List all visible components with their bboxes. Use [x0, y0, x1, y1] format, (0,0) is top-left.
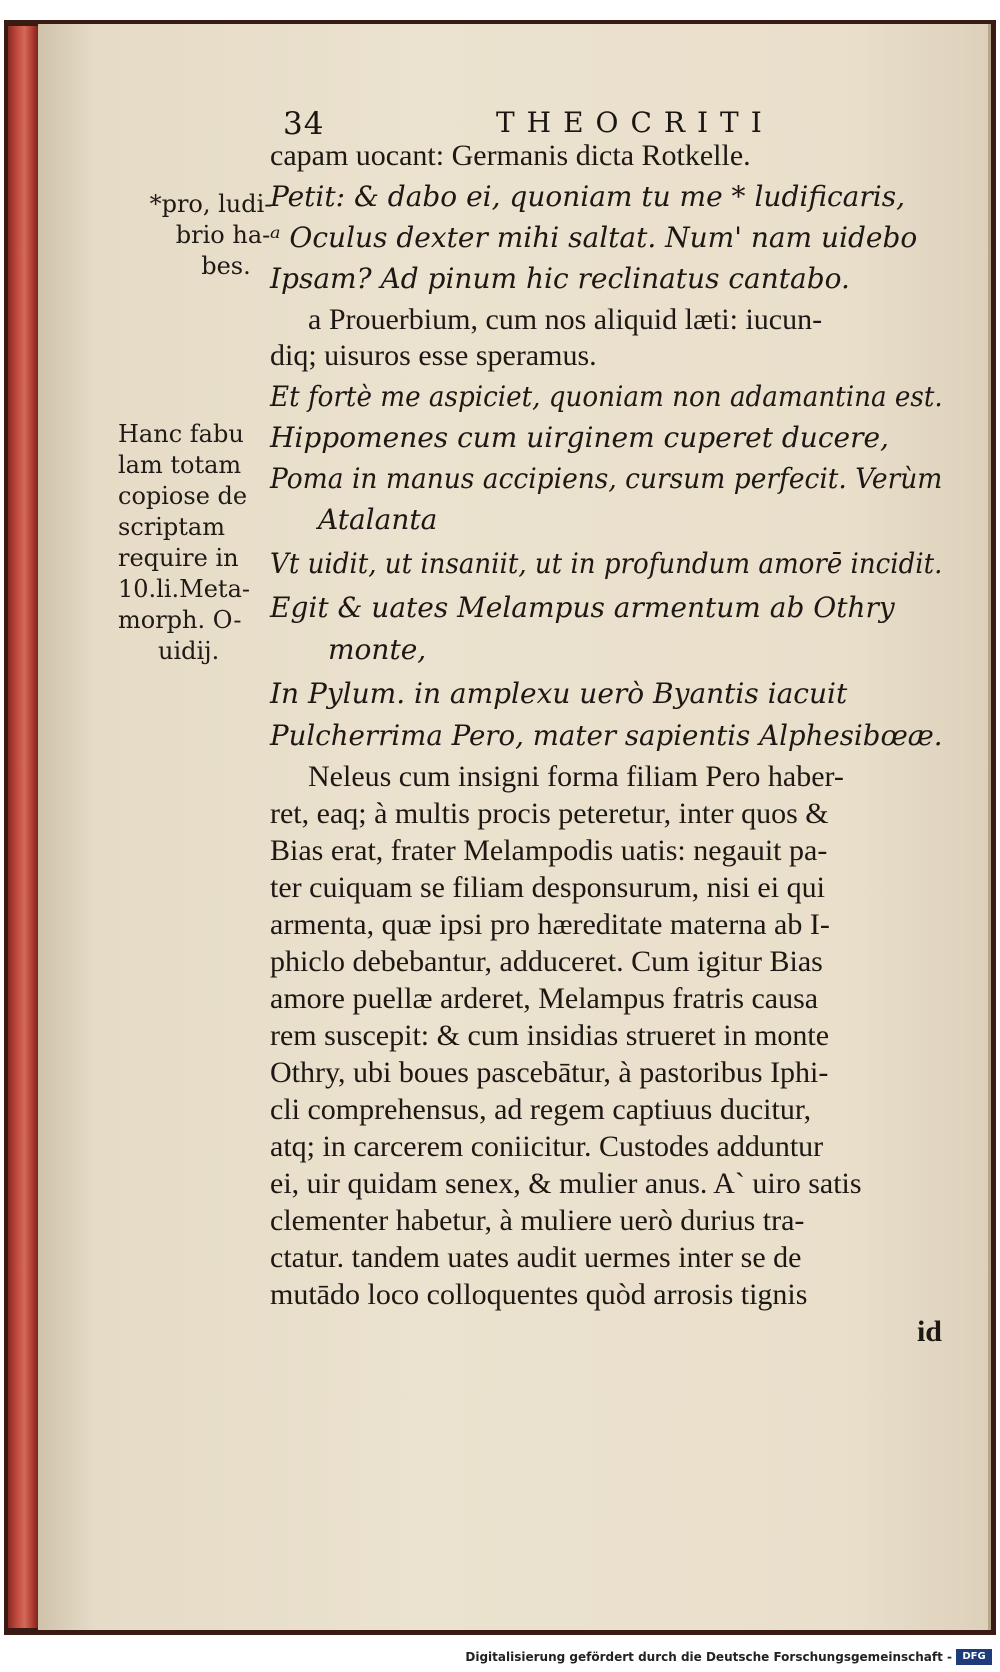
text-line: Bias erat, frater Melampodis uatis: negauit pa- [270, 834, 828, 867]
text-line: Neleus cum insigni forma filiam Pero haber- [308, 760, 844, 793]
margin-note-line: 10.li.Meta- [118, 575, 250, 603]
text-line: ᵃ Oculus dexter mihi saltat. Num' nam uidebo [270, 221, 918, 254]
text-line: Hippomenes cum uirginem cuperet ducere, [270, 421, 889, 454]
text-line: Poma in manus accipiens, cursum perfecit. Verùm [270, 462, 943, 495]
catchword: id [916, 1315, 942, 1348]
footer-credit: Digitalisierung gefördert durch die Deutsche Forschungsgemeinschaft - [465, 1650, 952, 1664]
text-line: ei, uir quidam senex, & mulier anus. A` uiro satis [270, 1167, 862, 1200]
book-page [38, 24, 991, 1630]
margin-note-line: uidij. [158, 637, 220, 665]
text-line: Pulcherrima Pero, mater sapientis Alphesibœæ. [270, 719, 943, 752]
margin-note-line: brio ha- [175, 221, 271, 249]
text-line: a Prouerbium, cum nos aliquid læti: iucun- [308, 303, 823, 336]
margin-note-line: scriptam [118, 513, 225, 541]
text-line: Egit & uates Melampus armentum ab Othry [270, 591, 895, 624]
text-line: Ipsam? Ad pinum hic reclinatus cantabo. [270, 262, 850, 295]
text-line: Et fortè me aspiciet, quoniam non adamantina est. [270, 380, 943, 413]
margin-note-fabula [118, 419, 308, 667]
text-line: atq; in carcerem coniicitur. Custodes adduntur [270, 1130, 824, 1163]
margin-note-line: lam totam [118, 451, 242, 479]
text-line: phiclo debebantur, adduceret. Cum igitur Bias [270, 945, 823, 978]
text-line: mutādo loco colloquentes quòd arrosis tignis [270, 1278, 808, 1311]
margin-note-line: copiose de [118, 482, 248, 510]
text-line: cli comprehensus, ad regem captiuus ducitur, [270, 1093, 812, 1126]
text-line: Vt uidit, ut insaniit, ut in profundum amorē incidit. [270, 547, 943, 580]
margin-note-line: bes. [201, 252, 251, 280]
text-line: capam uocant: Germanis dicta Rotkelle. [270, 139, 751, 172]
margin-note-line: require in [118, 544, 239, 572]
text-line: amore puellæ arderet, Melampus fratris causa [270, 982, 819, 1015]
text-line: rem suscepit: & cum insidias strueret in monte [270, 1019, 830, 1052]
text-line: ctatur. tandem uates audit uermes inter se de [270, 1241, 802, 1274]
text-line: diq; uisuros esse speramus. [270, 339, 597, 372]
page-number: 34 [283, 106, 325, 142]
text-line: monte, [328, 633, 427, 666]
dfg-logo: DFG [956, 1649, 992, 1665]
text-line: armenta, quæ ipsi pro hæreditate materna ab I- [270, 908, 830, 941]
margin-note-line: morph. O- [118, 606, 242, 634]
text-line: clementer habetur, à muliere uerò durius tra- [270, 1204, 805, 1237]
text-line: Atalanta [318, 503, 438, 536]
running-head: THEOCRITI [496, 106, 774, 139]
margin-note-line: Hanc fabu [118, 420, 244, 448]
margin-note-line: *pro, ludi- [149, 190, 273, 218]
text-line: In Pylum. in amplexu uerò Byantis iacuit [270, 677, 848, 710]
digitization-footer [0, 1640, 1000, 1672]
text-line: Petit: & dabo ei, quoniam tu me * ludificaris, [270, 180, 905, 213]
text-line: ret, eaq; à multis procis peteretur, inter quos & [270, 797, 829, 830]
page-edge-red [8, 26, 38, 1628]
text-line: ter cuiquam se filiam desponsurum, nisi ei qui [270, 871, 825, 904]
text-line: Othry, ubi boues pascebātur, à pastoribus Iphi- [270, 1056, 829, 1089]
